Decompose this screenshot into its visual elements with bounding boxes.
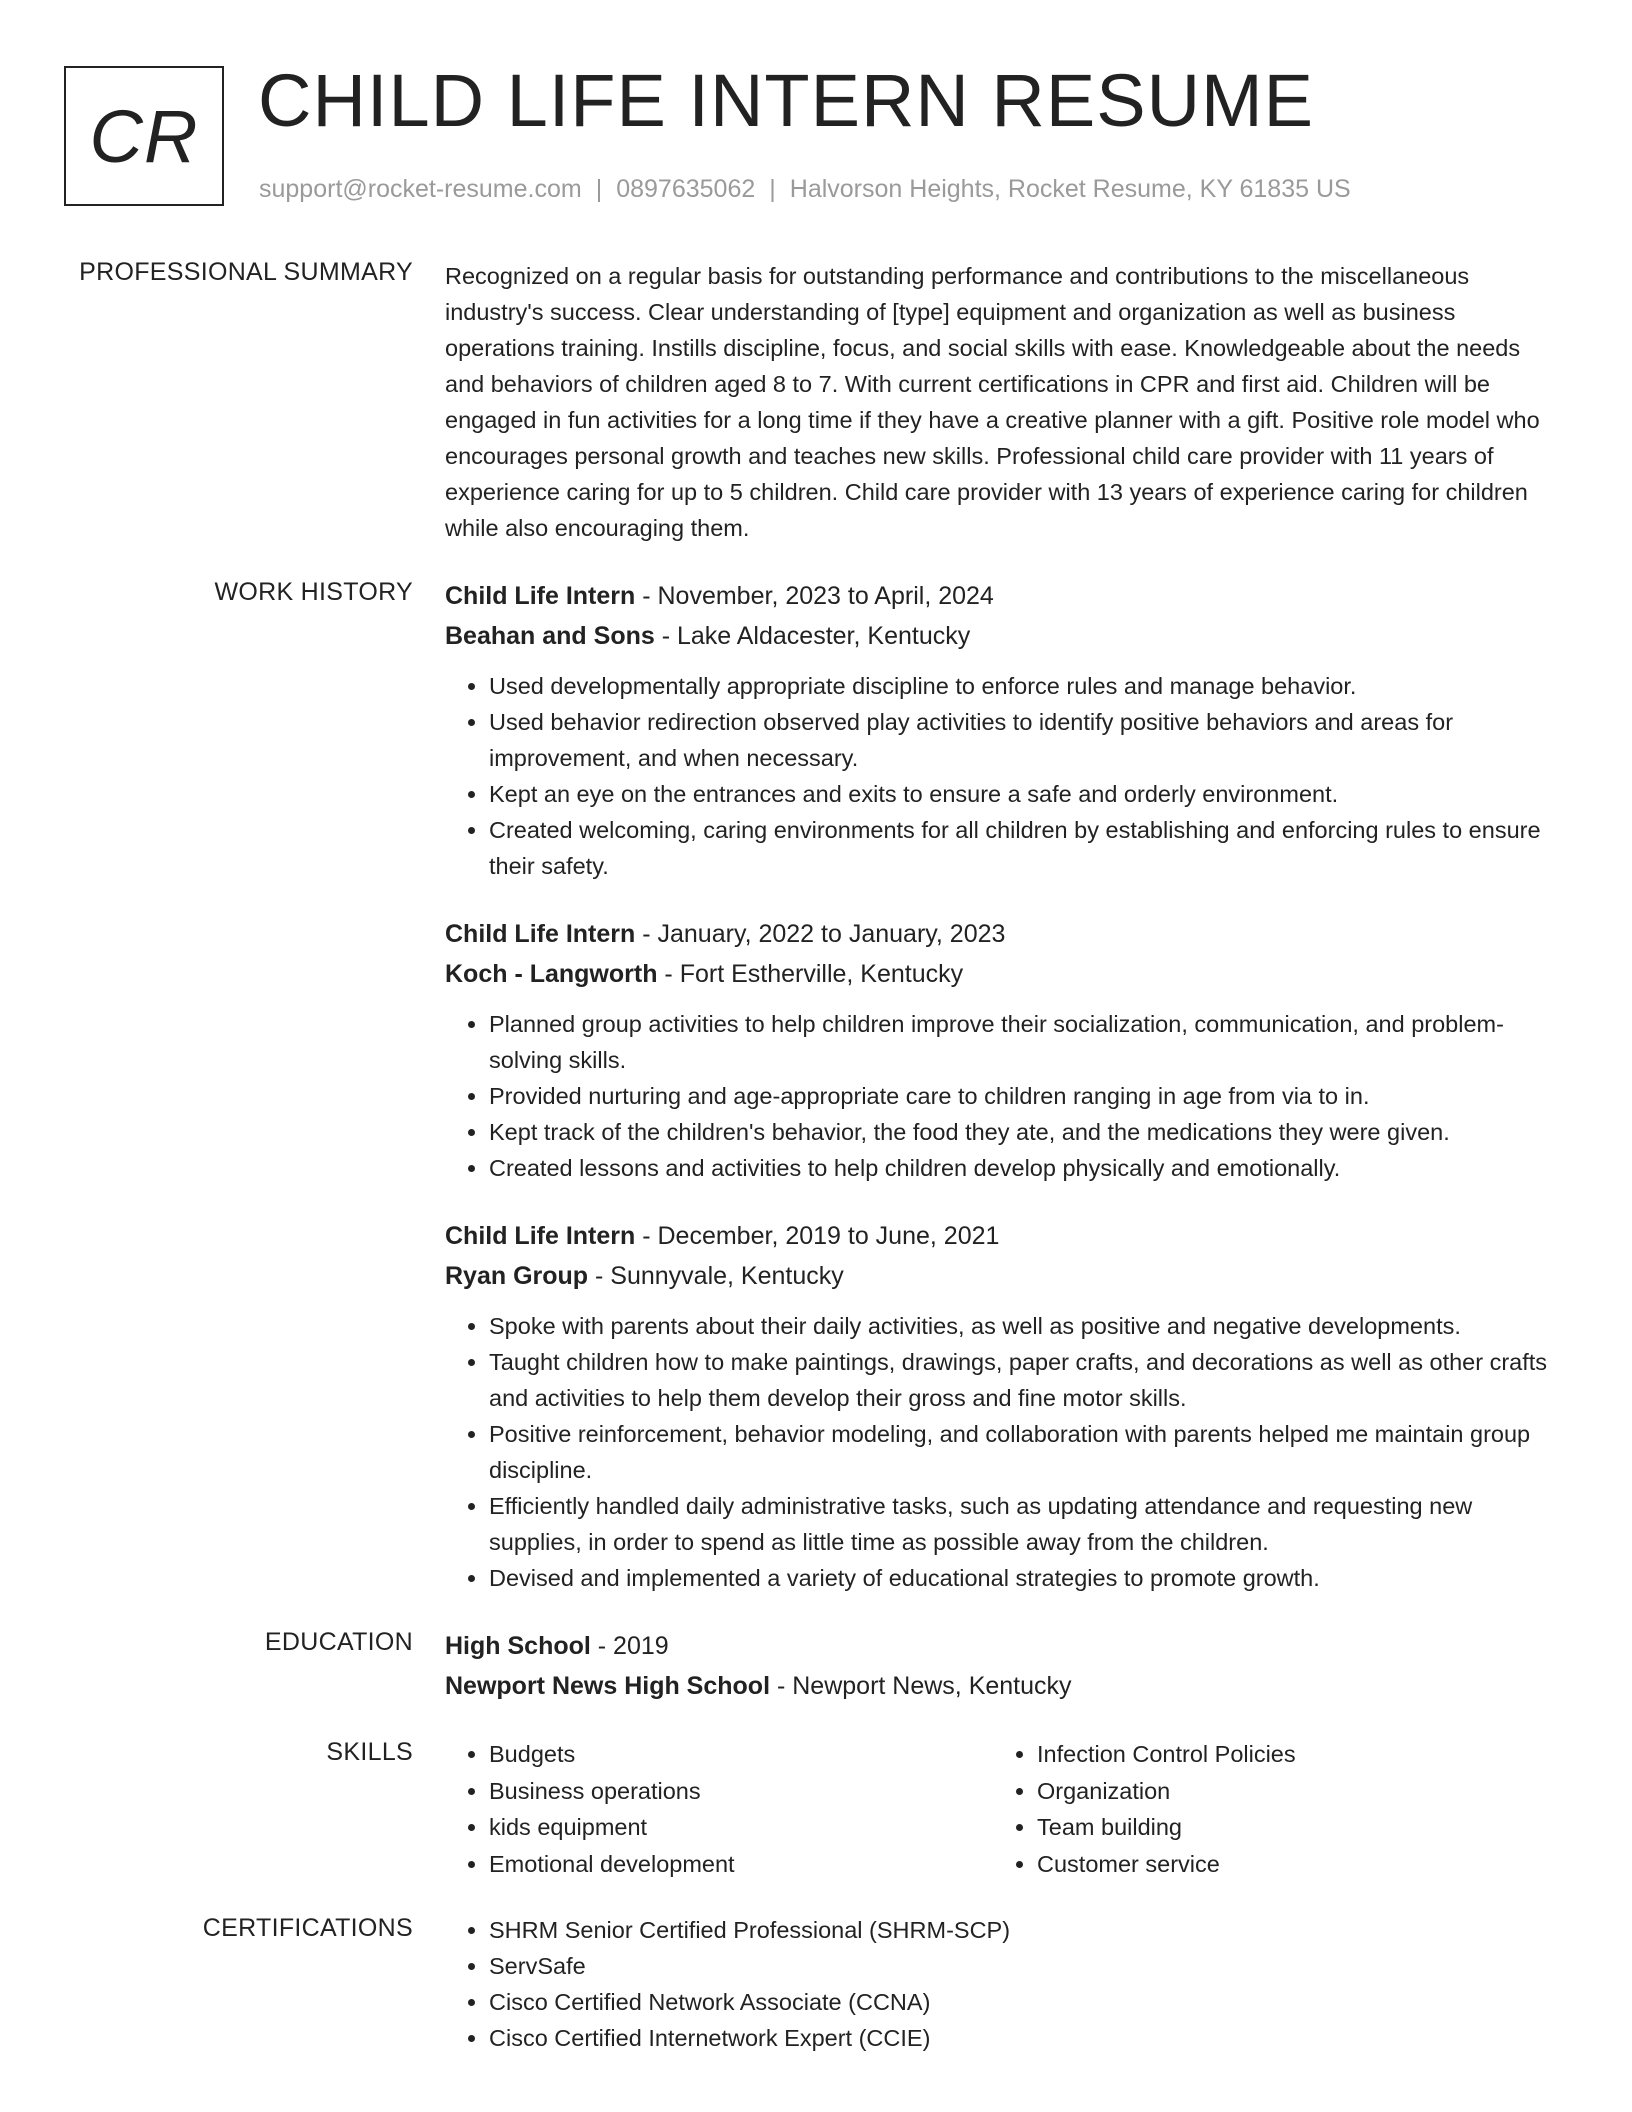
- section-label-education: EDUCATION: [264, 1628, 413, 1656]
- contact-line: [259, 175, 1351, 204]
- education-degree: High School: [445, 1632, 591, 1660]
- section-label-skills: SKILLS: [326, 1738, 413, 1766]
- job-company-line: [445, 1256, 1565, 1296]
- job-title-line: [445, 914, 1565, 954]
- skill-item: • Infection Control Policies: [1037, 1736, 1541, 1773]
- contact-address: Halvorson Heights, Rocket Resume, KY 61835 US: [789, 175, 1351, 203]
- job-entry: [445, 576, 1565, 884]
- education-year: - 2019: [590, 1632, 669, 1660]
- certifications-list: [445, 1912, 1565, 2056]
- education-body: [445, 1626, 1565, 1706]
- job-company: Beahan and Sons: [445, 622, 655, 650]
- education-school-line: [445, 1666, 1565, 1706]
- job-bullet: • Provided nurturing and age-appropriate care to children ranging in age from via to in.: [489, 1078, 1565, 1114]
- contact-phone: 0897635062: [616, 175, 756, 203]
- work-history-body: [445, 576, 1565, 1626]
- monogram-logo: [64, 66, 224, 206]
- certification-item: • Cisco Certified Network Associate (CCNA): [489, 1984, 1565, 2020]
- contact-separator: |: [595, 175, 603, 203]
- job-dates: - January, 2022 to January, 2023: [635, 920, 1006, 948]
- certification-item: • ServSafe: [489, 1948, 1565, 1984]
- job-dates: - December, 2019 to June, 2021: [635, 1222, 1000, 1250]
- job-entry: [445, 914, 1565, 1186]
- job-bullet: • Taught children how to make paintings, drawings, paper crafts, and decorations as well as other crafts and activities to help them develop their gross and fine motor skills.: [489, 1344, 1565, 1416]
- job-company: Ryan Group: [445, 1262, 589, 1290]
- job-location: - Fort Estherville, Kentucky: [657, 960, 964, 988]
- job-title: Child Life Intern: [445, 920, 636, 948]
- job-bullet: • Created welcoming, caring environments for all children by establishing and enforcing rules to ensure their safety.: [489, 812, 1565, 884]
- job-bullets: [445, 1308, 1565, 1596]
- education-location: - Newport News, Kentucky: [770, 1672, 1072, 1700]
- section-label-work-history: WORK HISTORY: [214, 578, 413, 606]
- job-title-line: [445, 576, 1565, 616]
- job-bullets: [445, 1006, 1565, 1186]
- job-bullet: • Created lessons and activities to help children develop physically and emotionally.: [489, 1150, 1565, 1186]
- job-company-line: [445, 954, 1565, 994]
- monogram-text: CR: [89, 94, 199, 178]
- job-bullet: • Planned group activities to help children improve their socialization, communication, and problem-solving skills.: [489, 1006, 1565, 1078]
- job-bullet: • Spoke with parents about their daily activities, as well as positive and negative developments.: [489, 1308, 1565, 1344]
- skill-item: • Team building: [1037, 1809, 1541, 1846]
- skills-grid: [445, 1736, 1565, 1882]
- job-bullets: [445, 668, 1565, 884]
- job-company: Koch - Langworth: [445, 960, 658, 988]
- job-title: Child Life Intern: [445, 582, 636, 610]
- resume-title: CHILD LIFE INTERN RESUME: [258, 59, 1315, 142]
- skill-item: • Business operations: [489, 1773, 993, 1810]
- job-bullet: • Efficiently handled daily administrative tasks, such as updating attendance and requesting new supplies, in order to spend as little time as possible away from the children.: [489, 1488, 1565, 1560]
- job-title-line: [445, 1216, 1565, 1256]
- certification-item: • Cisco Certified Internetwork Expert (CCIE): [489, 2020, 1565, 2056]
- job-entry: [445, 1216, 1565, 1596]
- contact-separator: |: [769, 175, 776, 203]
- job-bullet: • Kept track of the children's behavior, the food they ate, and the medications they were given.: [489, 1114, 1565, 1150]
- summary-body: [445, 258, 1565, 546]
- skills-list-left: [445, 1736, 993, 1882]
- skill-item: • Emotional development: [489, 1846, 993, 1883]
- job-bullet: • Positive reinforcement, behavior modeling, and collaboration with parents helped me maintain group discipline.: [489, 1416, 1565, 1488]
- section-label-summary: PROFESSIONAL SUMMARY: [79, 258, 413, 286]
- certification-item: • SHRM Senior Certified Professional (SHRM-SCP): [489, 1912, 1565, 1948]
- skill-item: • kids equipment: [489, 1809, 993, 1846]
- job-location: - Lake Aldacester, Kentucky: [654, 622, 971, 650]
- section-label-certifications: CERTIFICATIONS: [202, 1914, 413, 1942]
- job-title: Child Life Intern: [445, 1222, 636, 1250]
- education-school: Newport News High School: [445, 1672, 771, 1700]
- job-bullet: • Used developmentally appropriate discipline to enforce rules and manage behavior.: [489, 668, 1565, 704]
- skill-item: • Budgets: [489, 1736, 993, 1773]
- certifications-body: [445, 1912, 1565, 2056]
- education-degree-line: [445, 1626, 1565, 1666]
- job-dates: - November, 2023 to April, 2024: [635, 582, 994, 610]
- skill-item: • Customer service: [1037, 1846, 1541, 1883]
- job-company-line: [445, 616, 1565, 656]
- job-location: - Sunnyvale, Kentucky: [588, 1262, 844, 1290]
- job-bullet: • Used behavior redirection observed play activities to identify positive behaviors and areas for improvement, and when necessary.: [489, 704, 1565, 776]
- job-bullet: • Devised and implemented a variety of educational strategies to promote growth.: [489, 1560, 1565, 1596]
- skill-item: • Organization: [1037, 1773, 1541, 1810]
- skills-body: [445, 1736, 1565, 1882]
- skills-list-right: [993, 1736, 1541, 1882]
- contact-email: support@rocket-resume.com: [259, 175, 582, 203]
- job-bullet: • Kept an eye on the entrances and exits to ensure a safe and orderly environment.: [489, 776, 1565, 812]
- summary-text: Recognized on a regular basis for outstanding performance and contributions to the miscellaneous industry's success. Clear understanding of [type] equipment and organization as well as business operations training. Instills discipline, focus, and social skills with ease. Knowledgeable about the needs and behaviors of children aged 8 to 7. With current certifications in CPR and first aid. Children will be engaged in fun activities for a long time if they have a creative planner with a gift. Positive role model who encourages personal growth and teaches new skills. Professional child care provider with 11 years of experience caring for up to 5 children. Child care provider with 13 years of experience caring for children while also encouraging them.: [445, 263, 1540, 541]
